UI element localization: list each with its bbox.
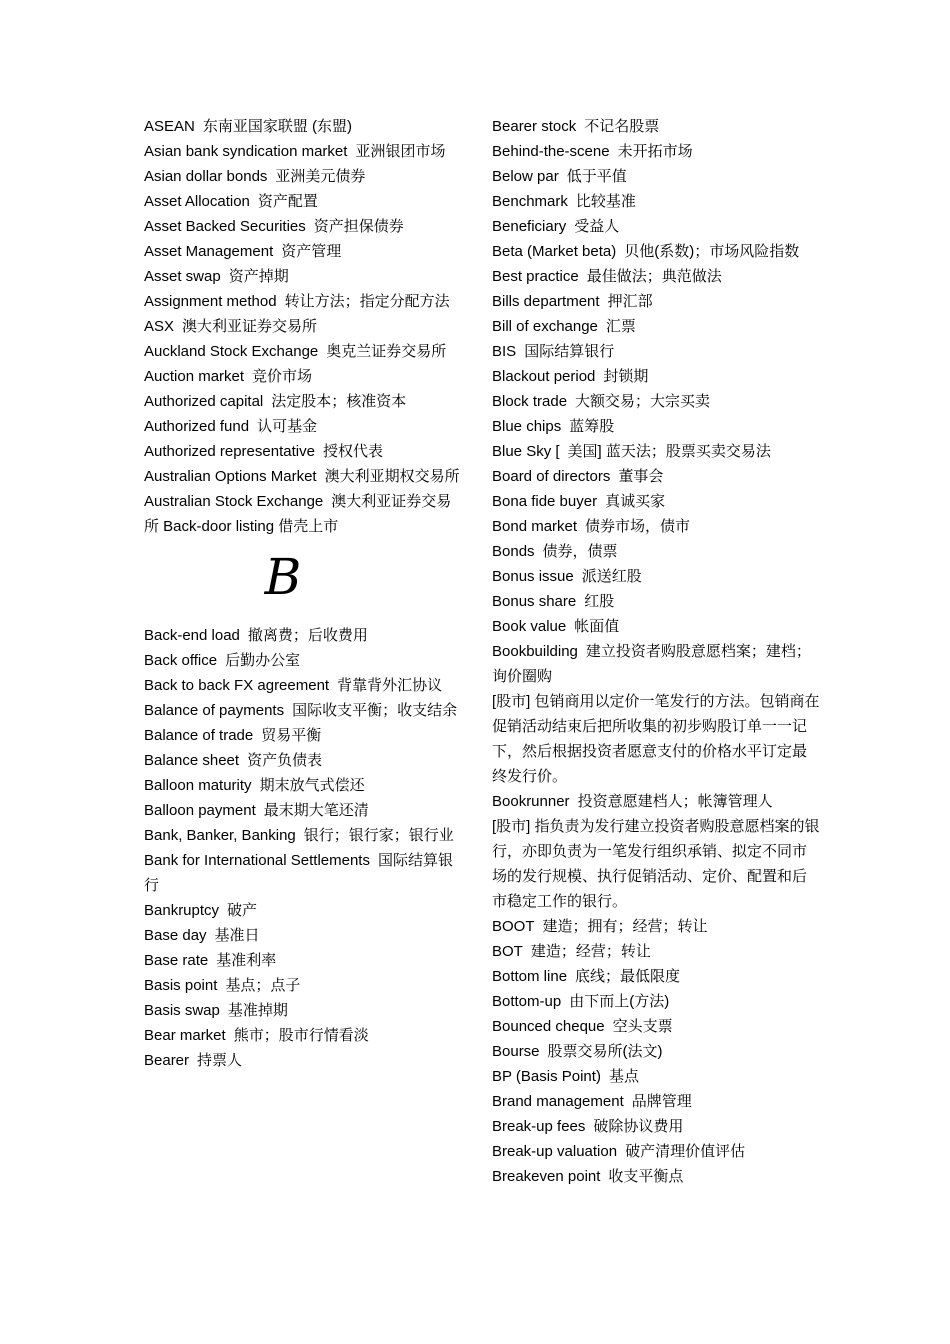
entry-translation: 蓝筹股: [569, 418, 615, 435]
entry-term: Blue chips: [492, 418, 562, 435]
entry-translation: 资产配置: [257, 193, 318, 210]
entry-translation: 封锁期: [603, 368, 649, 385]
entry-term: Authorized fund: [144, 418, 250, 435]
entry-term: Back to back FX agreement: [144, 677, 330, 694]
entry-term: Asset Management: [144, 243, 274, 260]
entry-term: BOOT: [492, 918, 535, 935]
glossary-list-b: [144, 623, 462, 1073]
glossary-entry: [492, 814, 820, 914]
glossary-entry: [144, 439, 462, 464]
entry-translation: 真诚买家: [605, 493, 666, 510]
glossary-entry: [492, 114, 820, 139]
entry-translation: 底线；最低限度: [575, 968, 681, 985]
entry-term: Back-end load: [144, 627, 240, 644]
glossary-entry: [492, 564, 820, 589]
entry-translation: 派送红股: [581, 568, 642, 585]
glossary-entry: [492, 1089, 820, 1114]
entry-term: Asset Allocation: [144, 193, 250, 210]
glossary-entry: [492, 614, 820, 639]
entry-term: Bonus share: [492, 593, 577, 610]
entry-term: Behind-the-scene: [492, 143, 610, 160]
entry-term: Basis swap: [144, 1002, 220, 1019]
glossary-entry: [492, 314, 820, 339]
entry-term: ASX: [144, 318, 175, 335]
glossary-entry: [144, 848, 462, 898]
glossary-entry: [492, 239, 820, 264]
glossary-entry: [144, 114, 462, 139]
entry-term: Below par: [492, 168, 559, 185]
glossary-entry: [144, 314, 462, 339]
glossary-entry: [144, 998, 462, 1023]
glossary-entry: [492, 689, 820, 789]
entry-translation: 投资意愿建档人；帐簿管理人: [577, 793, 773, 810]
glossary-entry: [144, 1023, 462, 1048]
entry-term: Bonds: [492, 543, 535, 560]
entry-translation: 空头支票: [612, 1018, 673, 1035]
glossary-entry: [492, 289, 820, 314]
entry-translation: 后勤办公室: [225, 652, 301, 669]
entry-translation: 熊市；股市行情看淡: [233, 1027, 369, 1044]
entry-term: Bottom-up: [492, 993, 562, 1010]
entry-translation: 不记名股票: [584, 118, 660, 135]
entry-translation: 大额交易；大宗买卖: [575, 393, 711, 410]
entry-translation: 期末放气式偿还: [259, 777, 365, 794]
entry-translation: 国际收支平衡；收支结余: [292, 702, 458, 719]
entry-term: Assignment method: [144, 293, 277, 310]
glossary-entry: [492, 964, 820, 989]
entry-translation: 转让方法；指定分配方法: [284, 293, 450, 310]
entry-term: Best practice: [492, 268, 579, 285]
glossary-entry: [144, 773, 462, 798]
entry-translation: 澳大利亚证券交易所: [182, 318, 318, 335]
entry-term: Auction market: [144, 368, 245, 385]
entry-term: Breakeven point: [492, 1168, 601, 1185]
entry-translation: 低于平值: [566, 168, 627, 185]
entry-translation: 法定股本；核准资本: [271, 393, 407, 410]
entry-translation: [股市] 指负责为发行建立投资者购股意愿档案的银行，亦即负责为一笔发行组织承销、拟定不同市场的发行规模、执行促销活动、定价、配置和后市稳定工作的银行。: [492, 818, 820, 910]
entry-translation: 未开拓市场: [617, 143, 693, 160]
entry-term: Bottom line: [492, 968, 568, 985]
entry-term: Bounced cheque: [492, 1018, 605, 1035]
entry-term: Authorized capital: [144, 393, 264, 410]
entry-term: Bona fide buyer: [492, 493, 598, 510]
entry-translation: 帐面值: [574, 618, 620, 635]
entry-term: Benchmark: [492, 193, 568, 210]
section-letter-b: B: [264, 548, 302, 606]
entry-term: Bonus issue: [492, 568, 574, 585]
entry-translation: 澳大利亚期权交易所: [324, 468, 460, 485]
entry-term: Bearer: [144, 1052, 190, 1069]
entry-translation: 基点；点子: [225, 977, 301, 994]
entry-translation: 由下而上(方法): [569, 993, 670, 1010]
glossary-entry: [144, 264, 462, 289]
glossary-entry: [144, 414, 462, 439]
entry-translation: 建立投资者购股意愿档案；建档；询价圈购: [492, 643, 811, 685]
glossary-list-a: [144, 114, 462, 539]
entry-translation: 董事会: [618, 468, 664, 485]
glossary-entry: [492, 1064, 820, 1089]
entry-translation: 品牌管理: [631, 1093, 692, 1110]
entry-translation: 澳大利亚证券交易所 Back-door listing 借壳上市: [144, 493, 452, 535]
entry-translation: 资产负债表: [247, 752, 323, 769]
entry-translation: 东南亚国家联盟 (东盟): [202, 118, 353, 135]
entry-translation: 债券市场，债市: [585, 518, 691, 535]
glossary-entry: [492, 1039, 820, 1064]
glossary-entry: [492, 539, 820, 564]
entry-term: BP (Basis Point): [492, 1068, 601, 1085]
entry-term: Asian bank syndication market: [144, 143, 348, 160]
entry-term: Base day: [144, 927, 207, 944]
entry-term: Balloon maturity: [144, 777, 252, 794]
glossary-entry: [144, 464, 462, 489]
entry-term: Authorized representative: [144, 443, 315, 460]
glossary-entry: [492, 1139, 820, 1164]
entry-translation: 最佳做法；典范做法: [586, 268, 722, 285]
entry-term: Bankruptcy: [144, 902, 220, 919]
glossary-entry: [144, 823, 462, 848]
glossary-entry: [492, 639, 820, 689]
glossary-entry: [492, 464, 820, 489]
entry-translation: 亚洲银团市场: [355, 143, 446, 160]
glossary-entry: [492, 939, 820, 964]
entry-term: Board of directors: [492, 468, 611, 485]
glossary-entry: [492, 789, 820, 814]
entry-term: Brand management: [492, 1093, 624, 1110]
glossary-entry: [144, 139, 462, 164]
entry-term: Asset Backed Securities: [144, 218, 306, 235]
glossary-entry: [492, 589, 820, 614]
glossary-entry: [492, 414, 820, 439]
entry-term: Blue Sky [: [492, 443, 560, 460]
entry-term: Blackout period: [492, 368, 596, 385]
glossary-entry: [492, 1114, 820, 1139]
entry-term: Bookbuilding: [492, 643, 578, 660]
glossary-entry: [492, 514, 820, 539]
glossary-entry: [144, 189, 462, 214]
entry-term: Block trade: [492, 393, 568, 410]
glossary-entry: [144, 948, 462, 973]
glossary-entry: [144, 364, 462, 389]
entry-term: Basis point: [144, 977, 218, 994]
entry-translation: 贸易平衡: [261, 727, 322, 744]
glossary-entry: [492, 164, 820, 189]
entry-translation: 汇票: [605, 318, 636, 335]
glossary-entry: [144, 289, 462, 314]
entry-term: Balance of payments: [144, 702, 285, 719]
entry-term: Break-up valuation: [492, 1143, 618, 1160]
glossary-entry: [144, 339, 462, 364]
glossary-entry: [144, 698, 462, 723]
glossary-entry: [492, 139, 820, 164]
glossary-entry: [144, 748, 462, 773]
entry-term: Bookrunner: [492, 793, 570, 810]
glossary-entry: [144, 648, 462, 673]
entry-term: Beta (Market beta): [492, 243, 617, 260]
right-column: [492, 114, 820, 1189]
entry-term: Back office: [144, 652, 218, 669]
glossary-entry: [492, 989, 820, 1014]
entry-translation: 基准利率: [216, 952, 277, 969]
entry-translation: 股票交易所(法文): [547, 1043, 663, 1060]
entry-term: Balance of trade: [144, 727, 254, 744]
entry-term: Bills department: [492, 293, 600, 310]
entry-term: Australian Options Market: [144, 468, 317, 485]
glossary-entry: [492, 389, 820, 414]
glossary-entry: [144, 723, 462, 748]
glossary-entry: [144, 923, 462, 948]
glossary-entry: [144, 898, 462, 923]
entry-translation: 基准掉期: [227, 1002, 288, 1019]
entry-term: Asset swap: [144, 268, 221, 285]
entry-translation: 债券，债票: [542, 543, 618, 560]
entry-translation: 破产: [227, 902, 258, 919]
entry-translation: 认可基金: [257, 418, 318, 435]
entry-translation: 破产清理价值评估: [625, 1143, 746, 1160]
entry-term: Asian dollar bonds: [144, 168, 268, 185]
entry-term: Balloon payment: [144, 802, 256, 819]
entry-term: Bond market: [492, 518, 578, 535]
entry-term: Balance sheet: [144, 752, 240, 769]
glossary-entry: [144, 973, 462, 998]
entry-translation: 资产管理: [281, 243, 342, 260]
entry-translation: 竞价市场: [252, 368, 313, 385]
entry-translation: 亚洲美元债券: [275, 168, 366, 185]
entry-translation: 红股: [584, 593, 615, 610]
entry-term: Bourse: [492, 1043, 540, 1060]
entry-translation: 美国] 蓝天法；股票买卖交易法: [567, 443, 771, 460]
entry-term: Bear market: [144, 1027, 226, 1044]
entry-translation: 破除协议费用: [593, 1118, 684, 1135]
entry-term: Book value: [492, 618, 567, 635]
glossary-entry: [492, 364, 820, 389]
entry-term: ASEAN: [144, 118, 195, 135]
glossary-entry: [144, 489, 462, 539]
entry-translation: 比较基准: [575, 193, 636, 210]
glossary-entry: [492, 914, 820, 939]
entry-term: BIS: [492, 343, 517, 360]
glossary-entry: [492, 339, 820, 364]
entry-translation: 撤离费；后收费用: [247, 627, 368, 644]
entry-translation: 奥克兰证券交易所: [326, 343, 447, 360]
entry-translation: 背靠背外汇协议: [337, 677, 443, 694]
entry-translation: 资产担保债券: [313, 218, 404, 235]
glossary-entry: [492, 264, 820, 289]
entry-term: Bill of exchange: [492, 318, 598, 335]
glossary-entry: [492, 439, 820, 464]
entry-term: Australian Stock Exchange: [144, 493, 324, 510]
entry-translation: 国际结算银行: [524, 343, 615, 360]
glossary-entry: [144, 389, 462, 414]
entry-translation: 银行；银行家；银行业: [303, 827, 454, 844]
entry-term: Base rate: [144, 952, 209, 969]
glossary-entry: [492, 1014, 820, 1039]
glossary-entry: [144, 798, 462, 823]
entry-translation: 国际结算银行: [144, 852, 453, 894]
glossary-entry: [144, 239, 462, 264]
entry-translation: 建造；经营；转让: [530, 943, 651, 960]
entry-translation: [股市] 包销商用以定价一笔发行的方法。包销商在促销活动结束后把所收集的初步购股订单一一记下，然后根据投资者愿意支付的价格水平订定最终发行价。: [492, 693, 820, 785]
glossary-entry: [144, 673, 462, 698]
entry-translation: 受益人: [574, 218, 620, 235]
glossary-entry: [492, 489, 820, 514]
entry-translation: 授权代表: [322, 443, 383, 460]
left-column: [144, 114, 462, 1073]
glossary-entry: [144, 214, 462, 239]
entry-term: Auckland Stock Exchange: [144, 343, 319, 360]
entry-term: Bank, Banker, Banking: [144, 827, 296, 844]
entry-translation: 基点: [608, 1068, 639, 1085]
entry-term: Break-up fees: [492, 1118, 586, 1135]
entry-translation: 建造；拥有；经营；转让: [542, 918, 708, 935]
entry-term: BOT: [492, 943, 523, 960]
glossary-entry: [492, 189, 820, 214]
glossary-entry: [144, 623, 462, 648]
entry-translation: 资产掉期: [228, 268, 289, 285]
entry-translation: 收支平衡点: [608, 1168, 684, 1185]
glossary-entry: [492, 1164, 820, 1189]
entry-translation: 持票人: [197, 1052, 243, 1069]
entry-translation: 最末期大笔还清: [263, 802, 369, 819]
glossary-list-right: [492, 114, 820, 1189]
entry-translation: 基准日: [214, 927, 260, 944]
entry-term: Bank for International Settlements: [144, 852, 370, 869]
glossary-entry: [492, 214, 820, 239]
entry-translation: 押汇部: [607, 293, 653, 310]
entry-translation: 贝他(系数)；市场风险指数: [624, 243, 800, 260]
entry-term: Bearer stock: [492, 118, 577, 135]
glossary-entry: [144, 1048, 462, 1073]
entry-term: Beneficiary: [492, 218, 567, 235]
glossary-entry: [144, 164, 462, 189]
